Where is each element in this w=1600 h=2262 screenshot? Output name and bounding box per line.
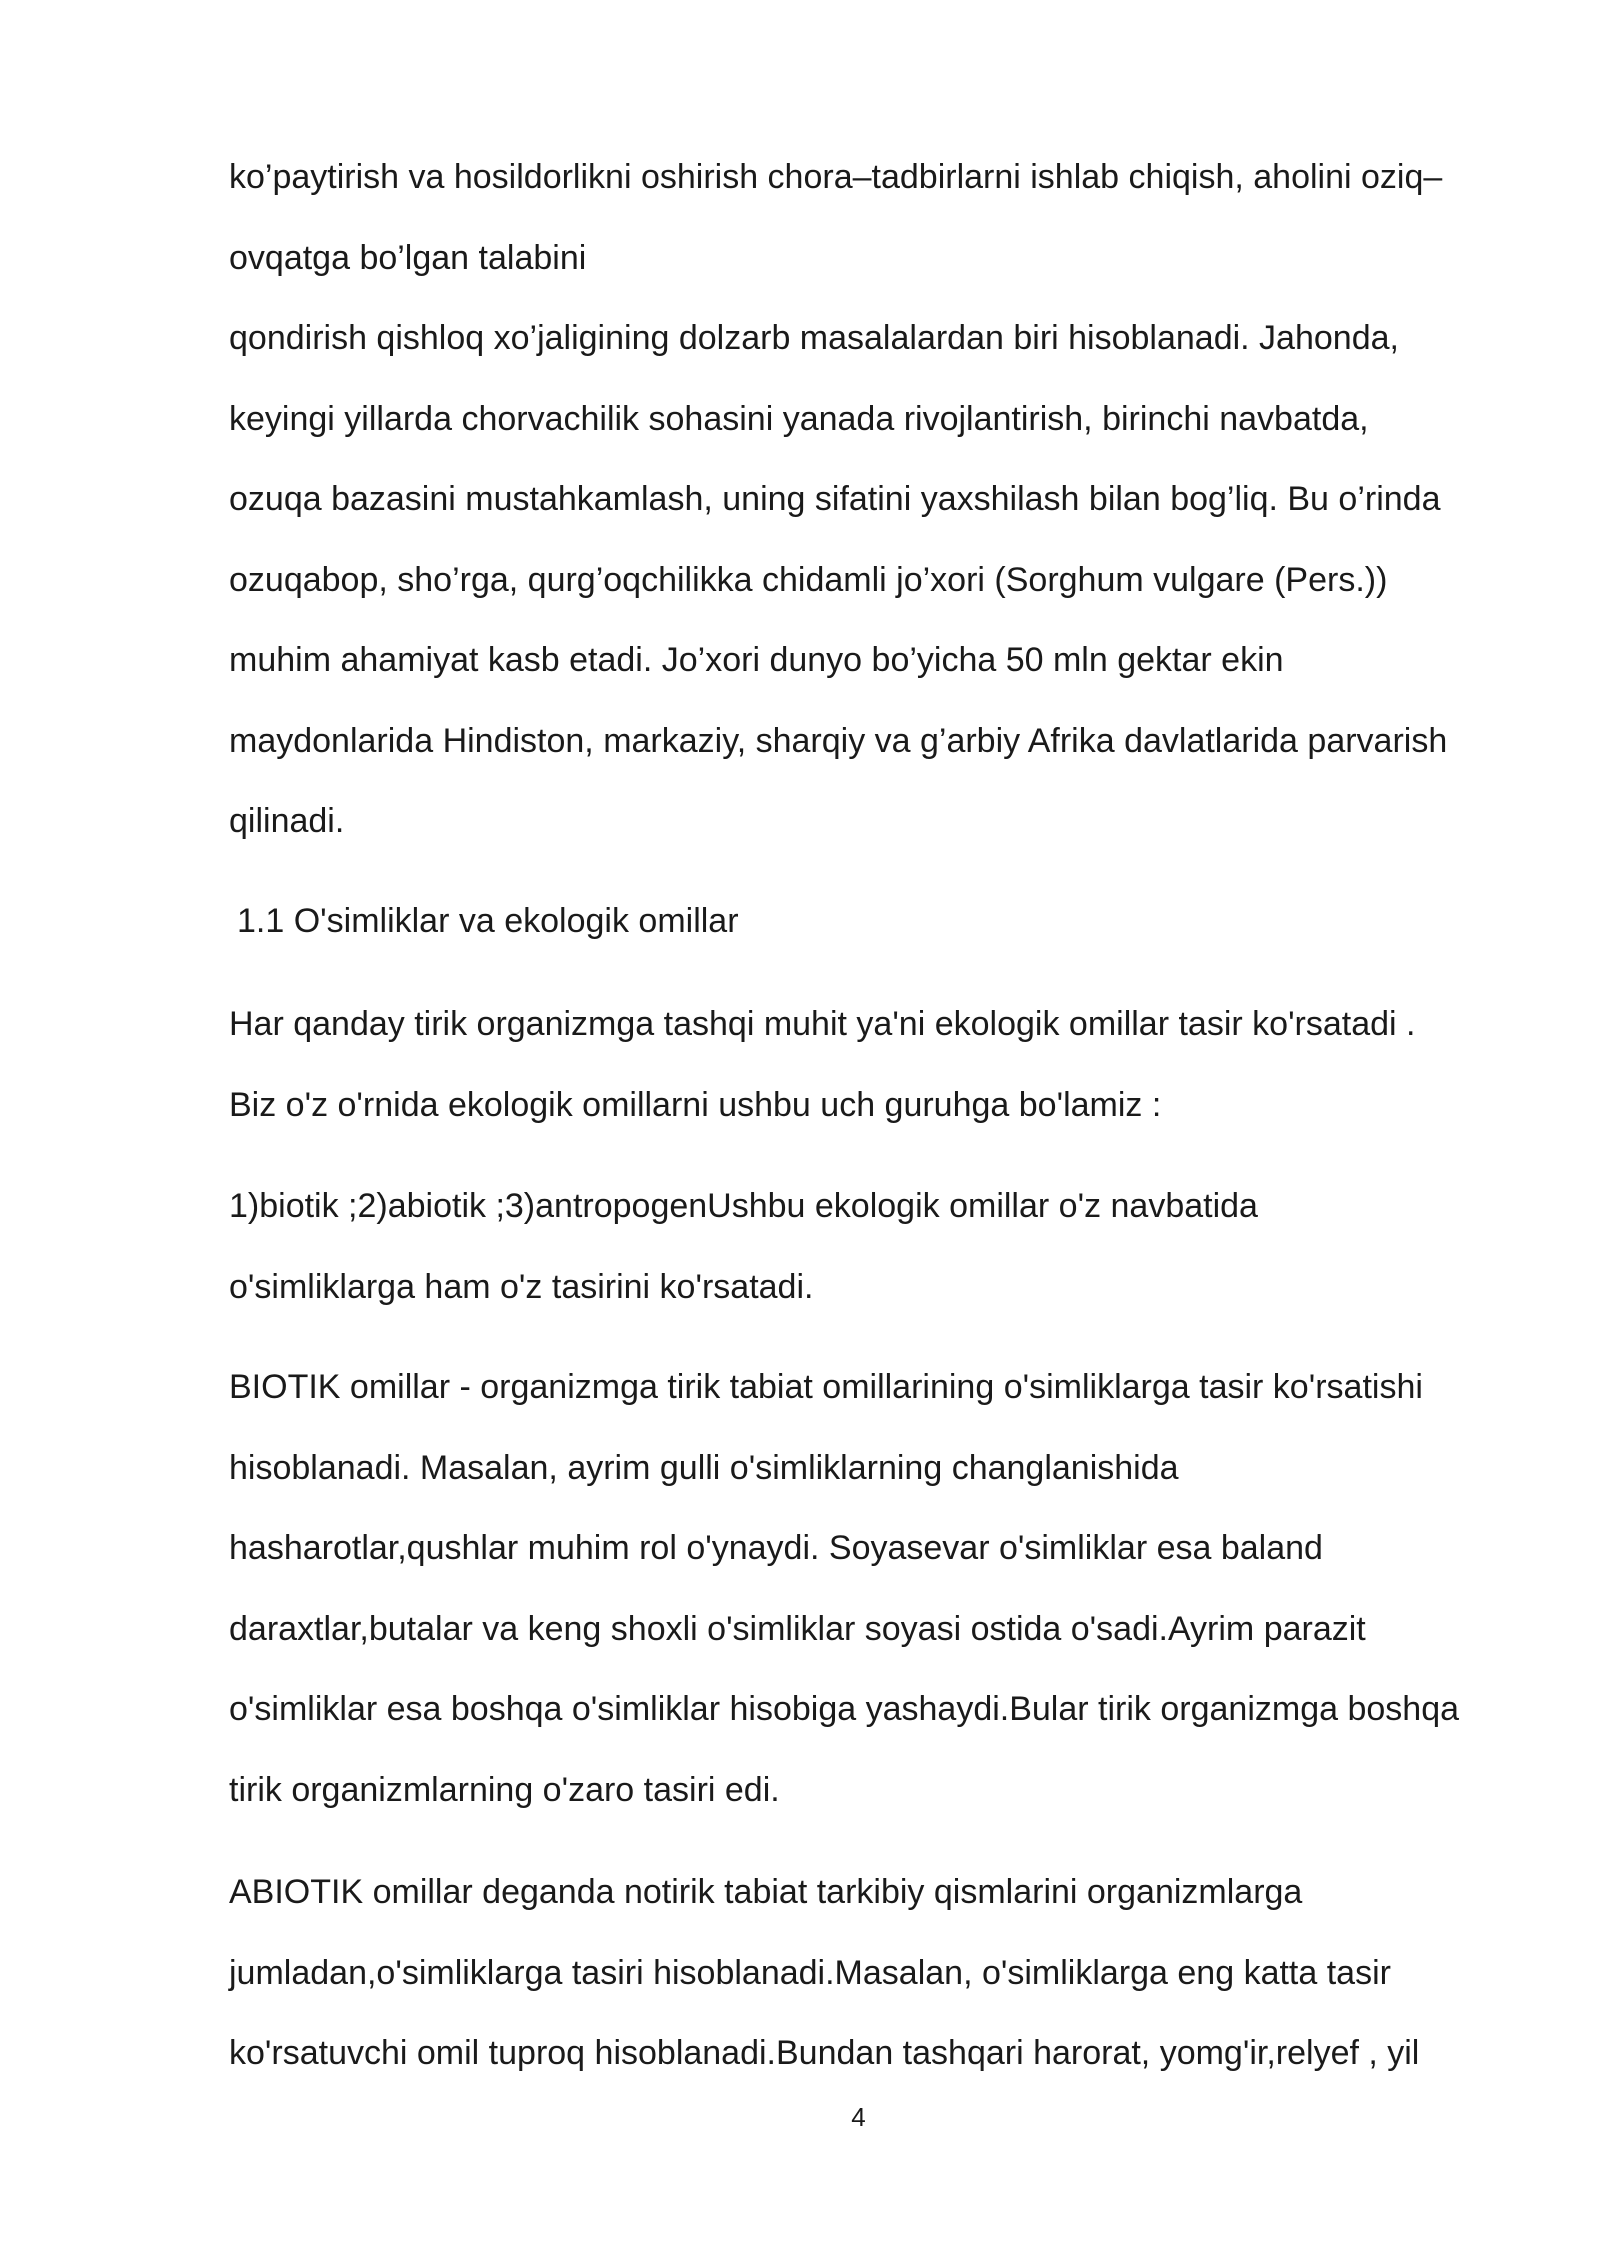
text-line: ABIOTIK omillar deganda notirik tabiat tarkibiy qismlarini organizmlarga bbox=[229, 1873, 1303, 1911]
paragraph-factor-groups bbox=[229, 1166, 1529, 1327]
text-line: keyingi yillarda chorvachilik sohasini yanada rivojlantirish, birinchi navbatda, bbox=[229, 399, 1369, 438]
intro-paragraph bbox=[229, 137, 1529, 862]
section-heading: 1.1 O'simliklar va ekologik omillar bbox=[237, 902, 739, 940]
text-line: o'simliklar esa boshqa o'simliklar hisobiga yashaydi.Bular tirik organizmga boshqa bbox=[229, 1690, 1460, 1728]
paragraph-biotic-factors bbox=[229, 1347, 1529, 1830]
text-line: Har qanday tirik organizmga tashqi muhit ya'ni ekologik omillar tasir ko'rsatadi . bbox=[229, 1005, 1416, 1043]
text-line: muhim ahamiyat kasb etadi. Jo’xori dunyo bo’yicha 50 mln gektar ekin bbox=[229, 641, 1284, 679]
text-line: hasharotlar,qushlar muhim rol o'ynaydi. Soyasevar o'simliklar esa baland bbox=[229, 1529, 1323, 1567]
text-line: ko’paytirish va hosildorlikni oshirish chora–tadbirlarni ishlab chiqish, aholini oziq– bbox=[229, 158, 1443, 196]
text-line: ozuqa bazasini mustahkamlash, uning sifatini yaxshilash bilan bog’liq. Bu o’rinda bbox=[229, 480, 1441, 518]
paragraph-abiotic-factors bbox=[229, 1852, 1529, 2094]
text-line: 1)biotik ;2)abiotik ;3)antropogenUshbu ekologik omillar o'z navbatida bbox=[229, 1187, 1258, 1225]
text-line: maydonlarida Hindiston, markaziy, sharqiy va g’arbiy Afrika davlatlarida parvarish bbox=[229, 721, 1448, 760]
text-line: tirik organizmlarning o'zaro tasiri edi. bbox=[229, 1770, 780, 1809]
paragraph-ecological-factors bbox=[229, 984, 1529, 1145]
text-line: o'simliklarga ham o'z tasirini ko'rsatadi. bbox=[229, 1267, 814, 1306]
text-line: hisoblanadi. Masalan, ayrim gulli o'simliklarning changlanishida bbox=[229, 1448, 1179, 1487]
text-line: daraxtlar,butalar va keng shoxli o'simliklar soyasi ostida o'sadi.Ayrim parazit bbox=[229, 1609, 1366, 1648]
text-line: jumladan,o'simliklarga tasiri hisoblanadi.Masalan, o'simliklarga eng katta tasir bbox=[229, 1953, 1391, 1992]
page-number: 4 bbox=[851, 2102, 866, 2132]
text-line: qondirish qishloq xo’jaligining dolzarb masalalardan biri hisoblanadi. Jahonda, bbox=[229, 319, 1399, 357]
text-line: BIOTIK omillar - organizmga tirik tabiat omillarining o'simliklarga tasir ko'rsatishi bbox=[229, 1368, 1423, 1406]
text-line: Biz o'z o'rnida ekologik omillarni ushbu uch guruhga bo'lamiz : bbox=[229, 1085, 1162, 1124]
text-line: ozuqabop, sho’rga, qurg’oqchilikka chidamli jo’xori (Sorghum vulgare (Pers.)) bbox=[229, 560, 1388, 599]
text-line: ko'rsatuvchi omil tuproq hisoblanadi.Bundan tashqari harorat, yomg'ir,relyef , yil bbox=[229, 2034, 1420, 2072]
text-line: qilinadi. bbox=[229, 802, 345, 840]
text-line: ovqatga bo’lgan talabini bbox=[229, 238, 587, 277]
